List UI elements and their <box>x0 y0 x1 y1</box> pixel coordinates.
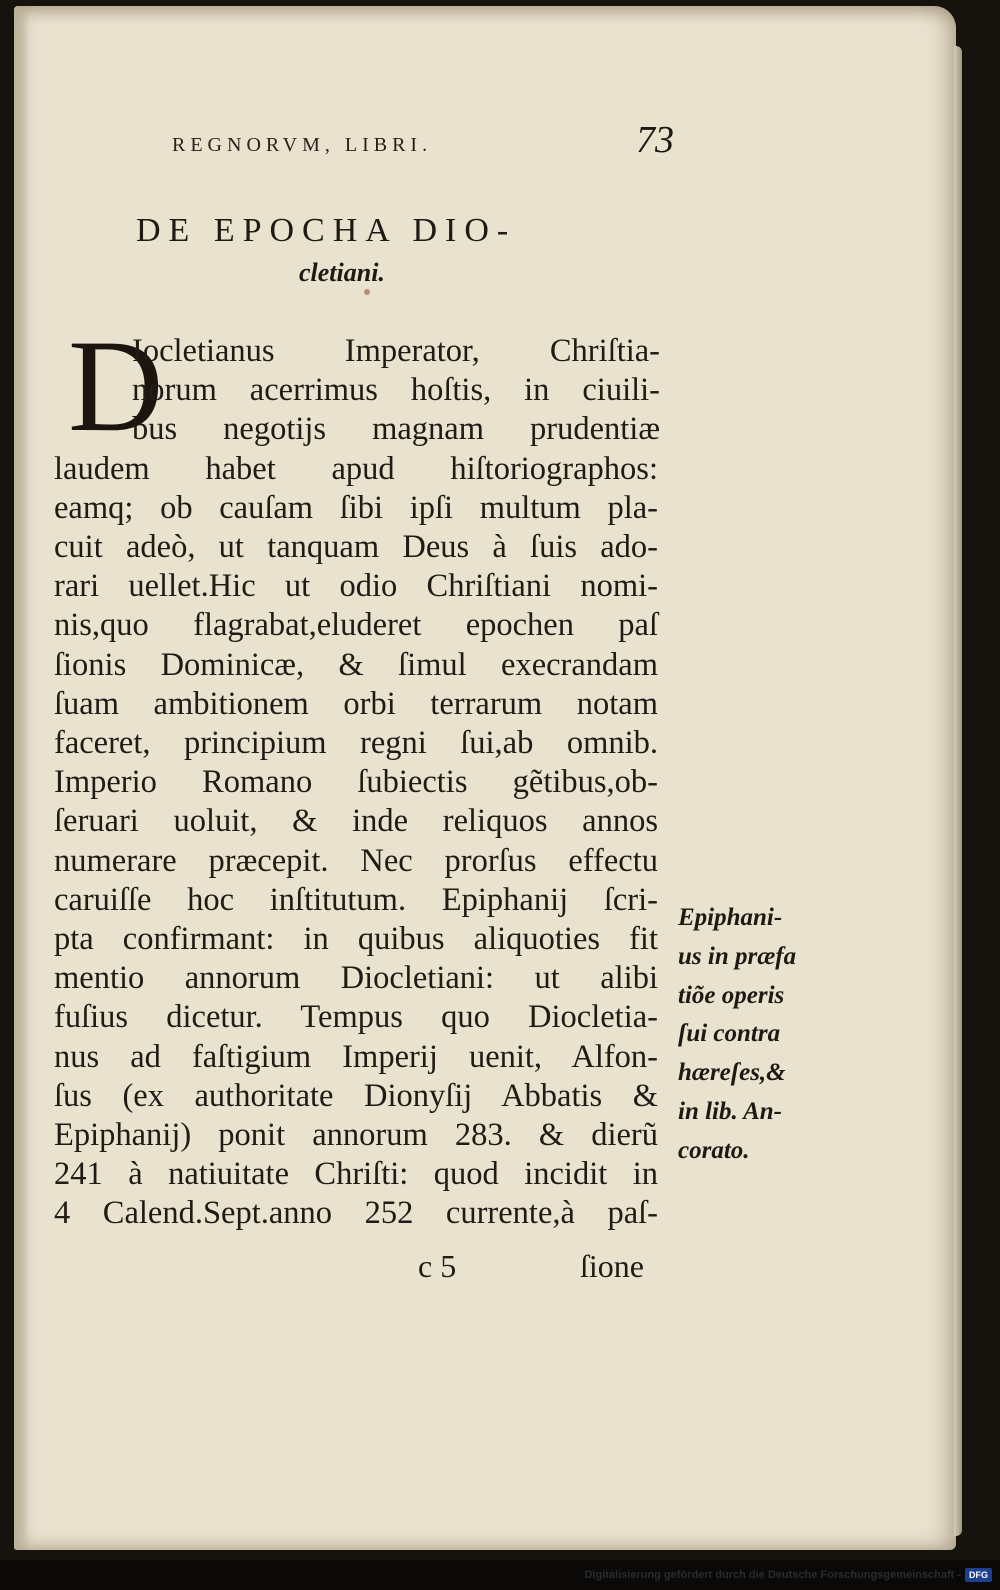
margin-note-line: hæreſes,& <box>678 1059 786 1087</box>
body-line: mentio annorum Diocletiani: ut alibi <box>54 960 658 997</box>
body-line: fuſius dicetur. Tempus quo Diocletia- <box>54 999 658 1036</box>
digitization-credit <box>584 1564 992 1586</box>
ink-speck <box>364 289 370 295</box>
body-line: ſionis Dominicæ, & ſimul execrandam <box>54 646 658 683</box>
body-line: eamq; ob cauſam ſibi ipſi multum pla- <box>54 489 658 526</box>
credit-text: Digitalisierung gefördert durch die Deutsche Forschungsgemeinschaft - <box>584 1569 961 1581</box>
body-line: 4 Calend.Sept.anno 252 currente,à paſ- <box>54 1195 658 1232</box>
margin-note-line: tiõe operis <box>678 981 785 1009</box>
body-line: ſus (ex authoritate Dionyſij Abbatis & <box>54 1077 658 1114</box>
body-line: Iocletianus Imperator, Chriſtia- <box>132 333 660 369</box>
margin-note-line: corato. <box>678 1136 750 1164</box>
body-line: rari uellet.Hic ut odio Chriſtiani nomi- <box>54 568 658 605</box>
marginal-note <box>678 899 796 1171</box>
body-line: Epiphanij) ponit annorum 283. & dierũ <box>54 1117 658 1153</box>
body-line: faceret, principium regni ſui,ab omnib. <box>54 725 658 761</box>
dfg-logo: DFG <box>965 1568 992 1582</box>
body-line: bus negotijs magnam prudentiæ <box>132 411 660 448</box>
running-head: REGNORVM, LIBRI. <box>172 134 433 156</box>
body-line: nus ad faſtigium Imperij uenit, Alfon- <box>54 1038 658 1075</box>
book-page <box>14 6 956 1550</box>
catchword: ſione <box>580 1248 644 1284</box>
body-line: laudem habet apud hiſtoriographos: <box>54 450 658 487</box>
body-line: numerare præcepit. Nec prorſus effectu <box>54 842 658 879</box>
margin-note-line: in lib. An- <box>678 1097 782 1125</box>
body-line: Imperio Romano ſubiectis gẽtibus,ob- <box>54 764 658 801</box>
margin-note-line: ſui contra <box>678 1020 781 1048</box>
body-line: caruiſſe hoc inſtitutum. Epiphanij ſcri- <box>54 881 658 918</box>
page-edge <box>954 46 962 1536</box>
signature-mark: c 5 <box>418 1248 457 1284</box>
margin-note-line: Epiphani- <box>678 904 783 931</box>
body-line: ſuam ambitionem orbi terrarum notam <box>54 685 658 722</box>
section-subheading: cletiani. <box>299 258 385 287</box>
margin-note-line: us in præfa <box>678 942 797 970</box>
drop-cap: D <box>68 312 164 459</box>
body-line: pta confirmant: in quibus aliquoties fit <box>54 921 658 957</box>
page-number: 73 <box>636 119 674 161</box>
body-line: ſeruari uoluit, & inde reliquos annos <box>54 803 658 840</box>
section-heading: DE EPOCHA DIO- <box>136 212 517 249</box>
body-line: cuit adeò, ut tanquam Deus à ſuis ado- <box>54 529 658 565</box>
page-gutter-shadow <box>14 6 30 1550</box>
body-line: norum acerrimus hoſtis, in ciuili- <box>132 372 660 409</box>
body-line: nis,quo flagrabat,eluderet epochen paſ <box>54 607 658 644</box>
body-line: 241 à natiuitate Chriſti: quod incidit in <box>54 1156 658 1193</box>
